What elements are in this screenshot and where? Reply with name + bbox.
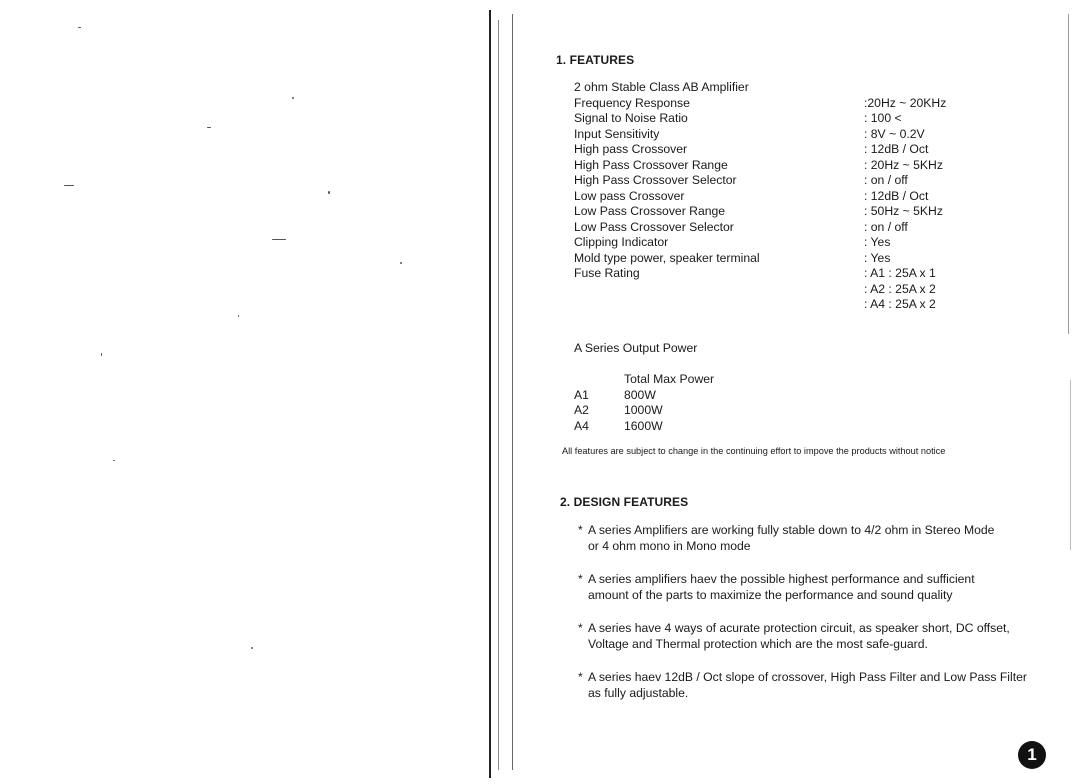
feature-value: : 50Hz ~ 5KHz	[864, 204, 943, 218]
bullet-asterisk: *	[578, 670, 583, 684]
bullet-asterisk: *	[578, 523, 583, 537]
feature-row	[574, 158, 1034, 174]
feature-label: High Pass Crossover Selector	[574, 173, 737, 187]
feature-label: Low pass Crossover	[574, 188, 685, 203]
feature-row	[574, 251, 1034, 267]
feature-value: : on / off	[864, 219, 908, 234]
design-feature-item	[578, 571, 1058, 603]
power-column-header: Total Max Power	[624, 372, 715, 386]
design-feature-item	[578, 522, 1058, 554]
feature-label	[574, 282, 864, 298]
scan-speck	[400, 262, 402, 264]
feature-label: High Pass Crossover Range	[574, 157, 728, 172]
design-feature-item	[578, 669, 1058, 701]
feature-row	[574, 266, 1034, 282]
bullet-asterisk: *	[578, 572, 583, 586]
feature-value: : A2 : 25A x 2	[864, 281, 936, 296]
feature-value: : 20Hz ~ 5KHz	[864, 157, 943, 172]
features-list	[574, 80, 1034, 313]
feature-label: Frequency Response	[574, 95, 690, 110]
design-feature-text: A series have 4 ways of acurate protection circuit, as speaker short, DC offset, Voltage and Thermal protection which are the most safe-guard.	[588, 621, 1010, 651]
design-feature-text: A series haev 12dB / Oct slope of crossover, High Pass Filter and Low Pass Filter as fully adjustable.	[588, 670, 1027, 700]
model-name: A4	[574, 418, 589, 433]
scan-speck	[238, 315, 239, 317]
power-row	[574, 403, 714, 419]
power-row	[574, 388, 714, 404]
feature-value: : A1 : 25A x 1	[864, 266, 936, 280]
feature-row	[574, 173, 1034, 189]
design-feature-text: A series amplifiers haev the possible highest performance and sufficient amount of the parts to maximize the performance and sound quality	[588, 572, 975, 602]
scan-speck	[113, 460, 115, 461]
feature-label	[574, 297, 864, 313]
feature-label: 2 ohm Stable Class AB Amplifier	[574, 80, 749, 94]
scan-speck	[207, 127, 211, 128]
scan-speck	[251, 647, 253, 649]
feature-row	[574, 96, 1034, 112]
binding-line	[489, 10, 491, 778]
feature-label: Mold type power, speaker terminal	[574, 250, 760, 265]
left-blank-page	[0, 0, 488, 784]
design-feature-item	[578, 620, 1058, 652]
bullet-asterisk: *	[578, 621, 583, 635]
page-number-badge: 1	[1018, 741, 1046, 769]
scan-speck	[101, 353, 102, 356]
feature-label: Fuse Rating	[574, 266, 640, 280]
feature-value: : 8V ~ 0.2V	[864, 126, 925, 141]
feature-row	[574, 204, 1034, 220]
feature-label: Low Pass Crossover Selector	[574, 219, 734, 234]
feature-value: : Yes	[864, 235, 891, 249]
feature-row	[574, 80, 1034, 96]
feature-label: Clipping Indicator	[574, 235, 669, 249]
feature-value: : A4 : 25A x 2	[864, 297, 936, 311]
power-row	[574, 419, 714, 435]
max-power-value: 1600W	[624, 418, 663, 433]
design-features-list	[578, 522, 1058, 718]
feature-row	[574, 282, 1034, 298]
power-table-header	[574, 372, 714, 388]
max-power-value: 800W	[624, 387, 656, 402]
page-edge-line	[1068, 14, 1069, 334]
feature-label: Low Pass Crossover Range	[574, 204, 726, 218]
scan-speck	[78, 27, 81, 28]
feature-row	[574, 142, 1034, 158]
feature-value: : 100 <	[864, 111, 902, 125]
feature-value: : 12dB / Oct	[864, 142, 929, 156]
max-power-value: 1000W	[624, 403, 663, 417]
model-name: A2	[574, 403, 589, 417]
change-notice: All features are subject to change in the continuing effort to impove the products without notice	[562, 446, 946, 456]
design-feature-text: A series Amplifiers are working fully stable down to 4/2 ohm in Stereo Mode or 4 ohm mono in Mono mode	[588, 523, 995, 553]
feature-label: Input Sensitivity	[574, 126, 660, 141]
scan-speck	[272, 239, 286, 240]
scan-speck	[64, 185, 74, 186]
design-features-heading: 2. DESIGN FEATURES	[560, 495, 689, 509]
scan-speck	[292, 97, 294, 99]
feature-row	[574, 111, 1034, 127]
feature-label: Signal to Noise Ratio	[574, 111, 688, 125]
feature-value: : Yes	[864, 250, 891, 265]
binding-line	[498, 20, 499, 770]
feature-row	[574, 297, 1034, 313]
feature-label: High pass Crossover	[574, 142, 688, 156]
feature-row	[574, 220, 1034, 236]
feature-value: :20Hz ~ 20KHz	[864, 95, 947, 110]
page-edge-line	[1070, 380, 1071, 550]
feature-value: : on / off	[864, 173, 908, 187]
scan-speck	[328, 191, 330, 194]
feature-row	[574, 189, 1034, 205]
feature-row	[574, 235, 1034, 251]
manual-page	[556, 0, 1056, 784]
model-name: A1	[574, 387, 589, 402]
feature-value: : 12dB / Oct	[864, 188, 929, 203]
feature-row	[574, 127, 1034, 143]
output-power-title: A Series Output Power	[574, 341, 698, 355]
output-power-table	[574, 372, 714, 434]
features-heading: 1. FEATURES	[556, 53, 635, 67]
binding-line	[512, 14, 513, 770]
